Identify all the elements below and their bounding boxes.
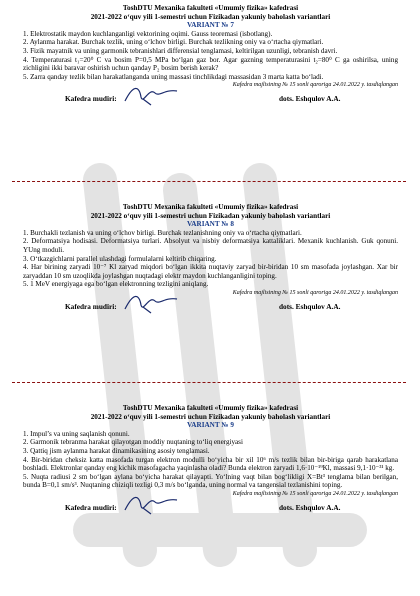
head-label: Kafedra mudiri: bbox=[65, 502, 117, 512]
question-item: 1. Impul’s va uning saqlanish qonuni. bbox=[23, 429, 130, 438]
question-item: 5. 1 MeV energiyaga ega bo‘lgan elektronning tezligini aniqlang. bbox=[23, 280, 209, 289]
faculty-heading: ToshDTU Mexanika fakulteti «Umumiy fizika» kafedrasi bbox=[122, 404, 299, 412]
question-item: 4. Har birining zaryadi 10⁻⁷ Kl zaryad miqdori bo‘lgan ikkita nuqtaviy zaryad bir-biridan 10 sm masofada joylashgan. Xar bir zaryaddan 10 sm uzoqlikda joylashgan nuqtadagi elektr maydon kuchlanganligini toping. bbox=[23, 263, 398, 280]
question-list bbox=[23, 30, 398, 82]
question-item: 3. Qattiq jism aylanma harakat dinamikasining asosiy tenglamasi. bbox=[23, 446, 210, 455]
question-item: 2. Aylanma harakat. Burchak tezlik, uning o‘lchov birligi. Burchak tezlikning oniy va o‘rtacha qiymatlari. bbox=[23, 38, 324, 47]
head-label: Kafedra mudiri: bbox=[65, 94, 117, 104]
head-name: dots. Eshqulov A.A. bbox=[279, 301, 341, 311]
exam-title: 2021-2022 o‘quv yili 1-semestri uchun Fizikadan yakuniy baholash variantlari bbox=[90, 211, 331, 220]
faculty-heading: ToshDTU Mexanika fakulteti «Umumiy fizika» kafedrasi bbox=[122, 4, 299, 12]
question-list bbox=[23, 229, 398, 289]
head-name: dots. Eshqulov A.A. bbox=[279, 502, 341, 512]
handwritten-signature bbox=[121, 83, 181, 107]
faculty-heading: ToshDTU Mexanika fakulteti «Umumiy fizika» kafedrasi bbox=[122, 203, 299, 211]
head-name: dots. Eshqulov A.A. bbox=[279, 94, 341, 104]
handwritten-signature bbox=[121, 492, 181, 516]
approval-note: Kafedra majlisining № 15 sonli qaroriga 24.01.2022 y. tasdiqlangan bbox=[232, 289, 398, 296]
question-item: 2. Garmonik tebranma harakat qilayotgan moddiy nuqtaning to‘liq energiyasi bbox=[23, 438, 243, 447]
question-item: 1. Burchakli tezlanish va uning o‘lchov birligi. Burchak tezlanishning oniy va o‘rtacha qiymatlari. bbox=[23, 228, 302, 237]
question-item: 3. O‘tkazgichlarni parallel ulashdagi formulalarni keltirib chiqaring. bbox=[23, 254, 217, 263]
variant-number: VARIANT № 9 bbox=[187, 421, 234, 430]
variant-block-8 bbox=[23, 203, 398, 314]
question-item: 4. Temperaturasi t₁=20⁰ C va bosim P=0,5 MPa bo‘lgan gaz bor. Agar gazning temperaturasini t₂=80⁰ C ga oshirilsa, uning zichligini ikki baravar oshirish uchun qanday P₂ bosim berish kerak? bbox=[23, 55, 398, 73]
exam-title: 2021-2022 o‘quv yili 1-semestri uchun Fizikadan yakuniy baholash variantlari bbox=[90, 12, 331, 21]
question-item: 3. Fizik mayatnik va uning garmonik tebranishlari differensial tenglamasi, keltirilgan uzunligi, tebranish davri. bbox=[23, 46, 338, 55]
variant-number: VARIANT № 8 bbox=[187, 220, 234, 229]
signature-row bbox=[23, 498, 398, 515]
cut-line-divider bbox=[12, 181, 406, 182]
question-item: 5. Nuqta radiusi 2 sm bo‘lgan aylana bo‘yicha harakat qilayapti. Yo‘lning vaqt bilan bog‘likligi X=Bt³ tenglama bilan berilgan, bunda B=0,1 sm/s³. Nuqtaning chiziqli tezligi 0,3 m/s bo‘lganda, uning normal va tangensial tezlanishini toping. bbox=[23, 472, 398, 490]
approval-note: Kafedra majlisining № 15 sonli qaroriga 24.01.2022 y. tasdiqlangan bbox=[232, 490, 398, 497]
question-item: 1. Elektrostatik maydon kuchlanganligi vektorining oqimi. Gauss teoremasi (isbotlang). bbox=[23, 29, 273, 38]
variant-block-7 bbox=[23, 4, 398, 106]
approval-note: Kafedra majlisining № 15 sonli qaroriga 24.01.2022 y. tasdiqlangan bbox=[232, 82, 398, 89]
question-item: 2. Deformatsiya hodisasi. Deformatsiya turlari. Absolyut va nisbiy deformatsiya kattaliklari. Mexanik kuchlanish. Guk qonuni. YUng moduli. bbox=[23, 237, 398, 254]
variant-number: VARIANT № 7 bbox=[187, 21, 234, 30]
head-label: Kafedra mudiri: bbox=[65, 301, 117, 311]
signature-row bbox=[23, 89, 398, 106]
cut-line-divider bbox=[12, 382, 406, 383]
question-item: 4. Bir-biridan cheksiz katta masofada turgan elektron modulli bo‘yicha bir xil 10⁶ m/s tezlik bilan bir-biriga qarab harakatlana boshladi. Elektronlar qanday eng kichik masofagacha yaqinlasha oladi? Bunda elektron zaryadi 1,6·10⁻¹⁹Kl, massasi 9,1·10⁻³¹ kg. bbox=[23, 455, 398, 473]
handwritten-signature bbox=[121, 291, 181, 315]
question-list bbox=[23, 430, 398, 490]
question-item: 5. Zarra qanday tezlik bilan harakatlanganda uning massasi tinchlikdagi massasidan 3 marta katta bo‘ladi. bbox=[23, 72, 324, 81]
variant-block-9 bbox=[23, 404, 398, 515]
exam-title: 2021-2022 o‘quv yili 1-semestri uchun Fizikadan yakuniy baholash variantlari bbox=[90, 412, 331, 421]
signature-row bbox=[23, 297, 398, 314]
